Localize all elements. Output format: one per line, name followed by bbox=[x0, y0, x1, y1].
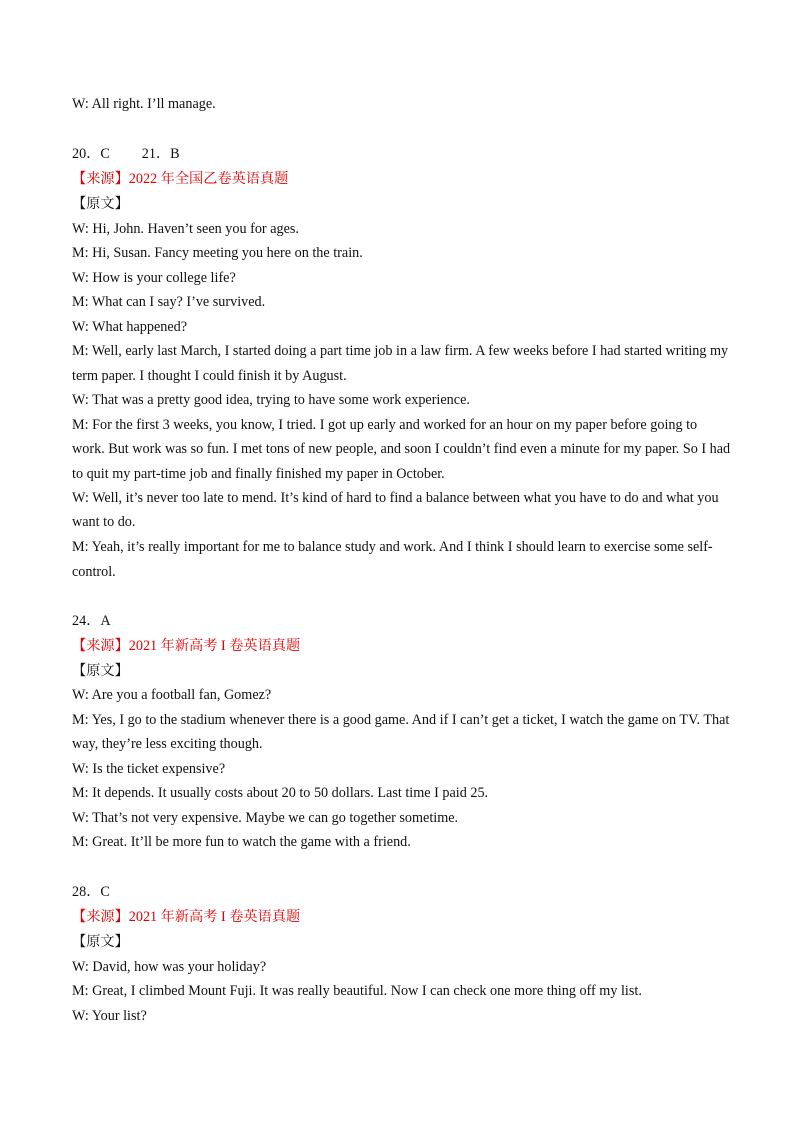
dialogue-line: M: For the first 3 weeks, you know, I tried. I got up early and worked for an hour on my paper before going to bbox=[72, 417, 698, 433]
dialogue-line: M: What can I say? I’ve survived. bbox=[72, 294, 266, 310]
dialogue-line: M: Great. It’ll be more fun to watch the game with a friend. bbox=[72, 834, 411, 850]
original-text-label: 【原文】 bbox=[72, 663, 129, 679]
dialogue-line: M: Yes, I go to the stadium whenever there is a good game. And if I can’t get a ticket, I watch the game on TV. That bbox=[72, 712, 730, 728]
dialogue-line: to quit my part-time job and finally finished my paper in October. bbox=[72, 466, 445, 482]
dialogue-line: W: David, how was your holiday? bbox=[72, 959, 267, 975]
dialogue-line: W: Well, it’s never too late to mend. It’s kind of hard to find a balance between what you have to do and what you bbox=[72, 490, 719, 506]
dialogue-line: W: Your list? bbox=[72, 1008, 147, 1024]
dialogue-line: W: Are you a football fan, Gomez? bbox=[72, 687, 272, 703]
dialogue-line: M: Well, early last March, I started doing a part time job in a law firm. A few weeks before I had started writing my bbox=[72, 343, 729, 359]
original-text-label: 【原文】 bbox=[72, 196, 129, 212]
dialogue-line: W: How is your college life? bbox=[72, 270, 236, 286]
dialogue-line: W: Is the ticket expensive? bbox=[72, 761, 226, 777]
dialogue-line: W: That’s not very expensive. Maybe we can go together sometime. bbox=[72, 810, 459, 826]
source-line: 【来源】2021 年新高考 I 卷英语真题 bbox=[72, 638, 301, 654]
original-text-label: 【原文】 bbox=[72, 934, 129, 950]
answer-line: 28．C bbox=[72, 884, 110, 900]
dialogue-line: M: Yeah, it’s really important for me to balance study and work. And I think I should learn to exercise some self- bbox=[72, 539, 713, 555]
source-line: 【来源】2021 年新高考 I 卷英语真题 bbox=[72, 909, 301, 925]
dialogue-line: term paper. I thought I could finish it by August. bbox=[72, 368, 347, 384]
answer-line: 24．A bbox=[72, 613, 111, 629]
dialogue-line: M: Great, I climbed Mount Fuji. It was really beautiful. Now I can check one more thing off my list. bbox=[72, 983, 642, 999]
dialogue-line: work. But work was so fun. I met tons of new people, and soon I couldn’t find even a minute for my paper. So I had bbox=[72, 441, 731, 457]
dialogue-line: M: It depends. It usually costs about 20 to 50 dollars. Last time I paid 25. bbox=[72, 785, 489, 801]
answer-line: 20．C 21．B bbox=[72, 146, 180, 162]
dialogue-line: control. bbox=[72, 564, 116, 580]
dialogue-line: W: Hi, John. Haven’t seen you for ages. bbox=[72, 221, 299, 237]
dialogue-line: W: That was a pretty good idea, trying to have some work experience. bbox=[72, 392, 470, 408]
intro-line: W: All right. I’ll manage. bbox=[72, 96, 216, 112]
source-line: 【来源】2022 年全国乙卷英语真题 bbox=[72, 171, 289, 187]
dialogue-line: want to do. bbox=[72, 514, 136, 530]
dialogue-line: way, they’re less exciting though. bbox=[72, 736, 263, 752]
dialogue-line: M: Hi, Susan. Fancy meeting you here on the train. bbox=[72, 245, 363, 261]
dialogue-line: W: What happened? bbox=[72, 319, 188, 335]
